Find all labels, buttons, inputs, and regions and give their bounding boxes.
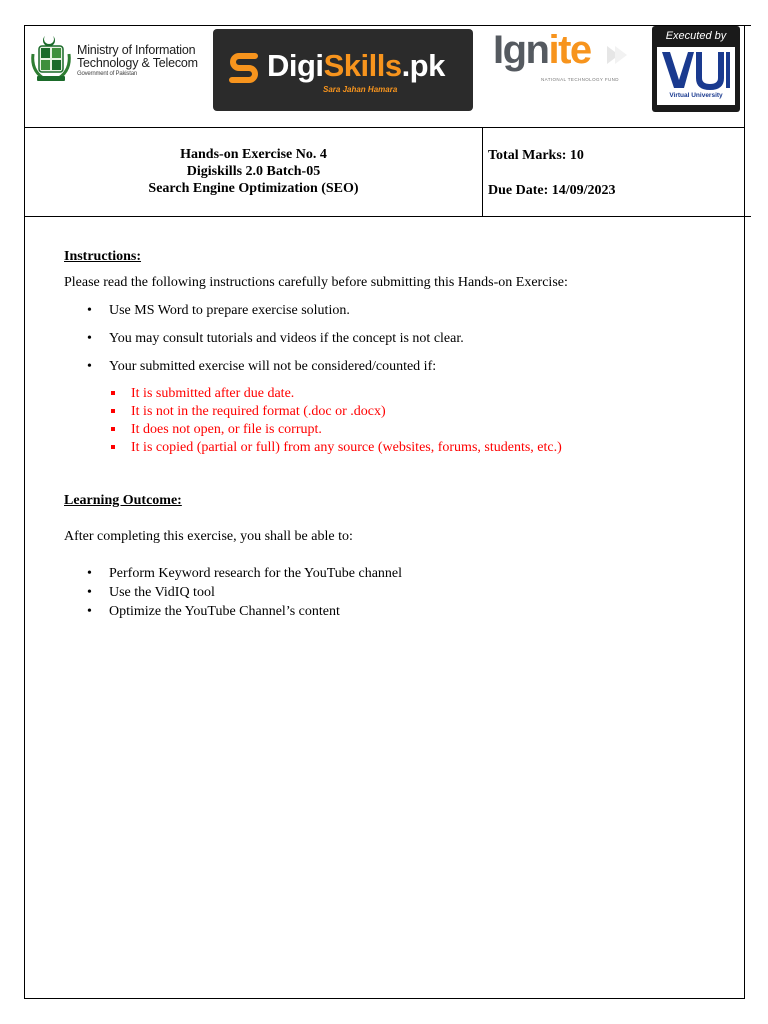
condition-item-text: It is not in the required format (.doc or .docx) — [131, 404, 386, 419]
digiskills-word-skills: Skills — [323, 48, 402, 83]
instructions-heading: Instructions: — [64, 249, 142, 264]
square-bullet-icon — [111, 409, 115, 413]
ignite-arrow-icon — [605, 44, 629, 66]
digiskills-tagline: Sara Jahan Hamara — [323, 85, 398, 94]
condition-item-text: It is submitted after due date. — [131, 386, 295, 401]
ministry-logo — [29, 30, 219, 90]
pakistan-crest-icon — [29, 34, 73, 84]
instruction-item-text: You may consult tutorials and videos if the concept is not clear. — [109, 331, 464, 346]
condition-item-text: It does not open, or file is corrupt. — [131, 422, 322, 437]
outcome-item — [87, 565, 403, 582]
bullet-dot: • — [87, 604, 92, 619]
bullet-dot: • — [87, 566, 92, 581]
vu-emblem-box — [657, 47, 735, 105]
exercise-batch: Digiskills 2.0 Batch-05 — [186, 164, 321, 179]
square-bullet-icon — [111, 427, 115, 431]
instruction-item — [87, 302, 350, 319]
ministry-line-1: Ministry of Information — [77, 43, 196, 57]
ministry-line-3: Government of Pakistan — [77, 71, 137, 77]
executed-by-label: Executed by — [665, 30, 727, 42]
digiskills-s-icon — [227, 50, 261, 86]
ignite-subtitle: NATIONAL TECHNOLOGY FUND — [541, 77, 619, 82]
digiskills-logo — [213, 29, 473, 111]
instruction-item-text: Use MS Word to prepare exercise solution. — [109, 303, 350, 318]
condition-item — [131, 403, 386, 420]
exercise-course: Search Engine Optimization (SEO) — [148, 181, 359, 196]
digiskills-wordmark — [267, 48, 445, 84]
bullet-dot: • — [87, 303, 92, 318]
virtual-university-logo — [652, 26, 740, 112]
total-marks: Total Marks: 10 — [488, 148, 584, 163]
bullet-dot: • — [87, 585, 92, 600]
exercise-title-row — [25, 127, 744, 217]
document-page — [24, 25, 745, 999]
instruction-item — [87, 358, 437, 375]
margin-tick — [745, 216, 751, 217]
instructions-intro: Please read the following instructions carefully before submitting this Hands-on Exercise: — [64, 275, 568, 290]
square-bullet-icon — [111, 445, 115, 449]
margin-tick — [745, 25, 751, 26]
logo-header — [25, 26, 744, 128]
ministry-name — [77, 44, 198, 78]
vu-monogram-icon — [660, 50, 732, 90]
outcome-item-text: Perform Keyword research for the YouTube channel — [109, 566, 403, 581]
condition-item-text: It is copied (partial or full) from any source (websites, forums, students, etc.) — [131, 440, 562, 455]
outcome-item-text: Optimize the YouTube Channel’s content — [109, 604, 340, 619]
vu-label: Virtual University — [669, 92, 723, 99]
digiskills-word-digi: Digi — [267, 48, 324, 83]
learning-outcome-heading: Learning Outcome: — [64, 493, 182, 508]
bullet-dot: • — [87, 359, 92, 374]
exercise-title-cell — [25, 127, 483, 216]
due-date: Due Date: 14/09/2023 — [488, 183, 616, 198]
instruction-item-text: Your submitted exercise will not be considered/counted if: — [109, 359, 437, 374]
exercise-title: Hands-on Exercise No. 4 — [180, 147, 327, 162]
exercise-meta-cell — [488, 127, 738, 216]
outcome-item — [87, 603, 340, 620]
ignite-logo — [493, 30, 633, 90]
ignite-wordmark — [493, 28, 591, 73]
digiskills-word-pk: .pk — [401, 48, 445, 83]
square-bullet-icon — [111, 391, 115, 395]
condition-item — [131, 421, 322, 438]
instruction-item — [87, 330, 464, 347]
condition-item — [131, 439, 562, 456]
ignite-word-ign: Ign — [493, 28, 549, 72]
outcome-item-text: Use the VidIQ tool — [109, 585, 215, 600]
ministry-line-2: Technology & Telecom — [77, 56, 198, 70]
outcome-item — [87, 584, 215, 601]
condition-item — [131, 385, 294, 402]
ignite-word-ite: ite — [548, 28, 591, 72]
bullet-dot: • — [87, 331, 92, 346]
learning-outcome-intro: After completing this exercise, you shall be able to: — [64, 529, 353, 544]
